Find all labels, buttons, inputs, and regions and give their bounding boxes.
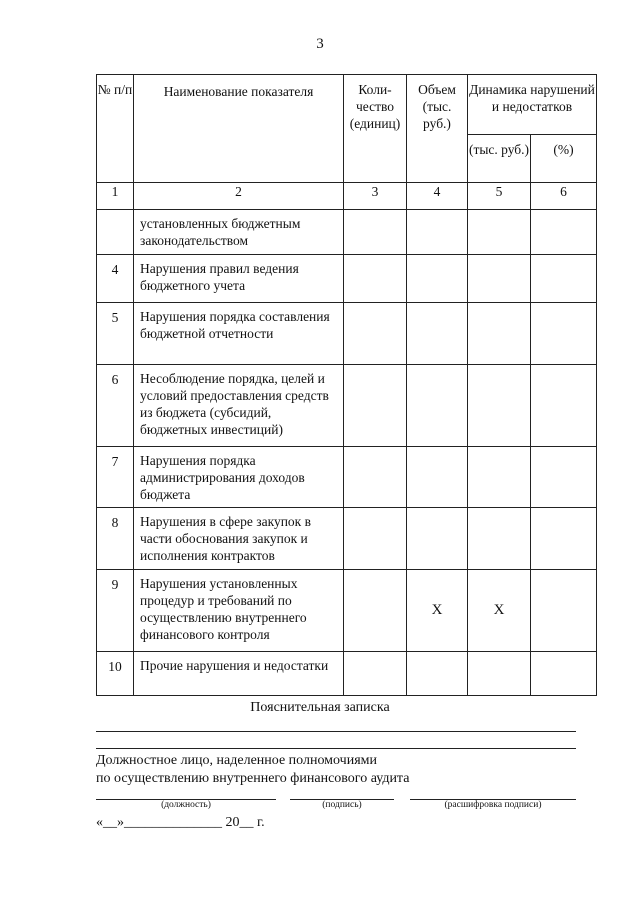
- indicator-name: Нарушения установленных процедур и требований по осуществлению внутреннего финансового контроля: [134, 570, 344, 652]
- row-number: 4: [97, 255, 134, 303]
- dynamics-abs-cell: X: [468, 570, 531, 652]
- header-dynamics: Динамика нарушений и недостатков: [468, 75, 597, 135]
- table-row: [97, 652, 597, 696]
- signature-label: (подпись): [322, 800, 362, 810]
- indicator-name: Нарушения порядка составления бюджетной отчетности: [134, 303, 344, 365]
- table-row: [97, 570, 597, 652]
- dynamics-pct-cell: [531, 652, 597, 696]
- dynamics-abs-cell: [468, 210, 531, 255]
- indicator-name: Прочие нарушения и недостатки: [134, 652, 344, 696]
- quantity-cell: [344, 365, 407, 447]
- table-row: [97, 447, 597, 508]
- table-row: [97, 365, 597, 447]
- quantity-cell: [344, 447, 407, 508]
- row-number: 10: [97, 652, 134, 696]
- official-block: [96, 752, 576, 788]
- header-num: № п/п: [97, 75, 134, 183]
- quantity-cell: [344, 303, 407, 365]
- table-row: [97, 303, 597, 365]
- indicator-name: установленных бюджетным законодательством: [134, 210, 344, 255]
- row-number: 6: [97, 365, 134, 447]
- dynamics-pct-cell: [531, 210, 597, 255]
- indicator-name: Нарушения порядка администрирования доходов бюджета: [134, 447, 344, 508]
- dynamics-pct-cell: [531, 447, 597, 508]
- column-number: 4: [407, 183, 468, 210]
- dynamics-abs-cell: [468, 508, 531, 570]
- table-header-row: [97, 75, 597, 135]
- column-number: 5: [468, 183, 531, 210]
- header-dyn-abs: (тыс. руб.): [468, 135, 531, 183]
- table-body: [97, 210, 597, 696]
- dynamics-abs-cell: [468, 652, 531, 696]
- position-label: (должность): [161, 800, 211, 810]
- quantity-cell: [344, 210, 407, 255]
- indicator-name: Нарушения правил ведения бюджетного учета: [134, 255, 344, 303]
- note-line: [96, 748, 576, 749]
- volume-cell: [407, 365, 468, 447]
- header-volume: Объем (тыс. руб.): [407, 75, 468, 183]
- volume-cell: [407, 303, 468, 365]
- quantity-cell: [344, 652, 407, 696]
- header-name: Наименование показателя: [134, 75, 344, 183]
- page-number: 3: [316, 36, 324, 52]
- dynamics-abs-cell: [468, 365, 531, 447]
- dynamics-pct-cell: [531, 365, 597, 447]
- table-row: [97, 210, 597, 255]
- dynamics-pct-cell: [531, 255, 597, 303]
- violations-table: [96, 74, 597, 696]
- column-number: 6: [531, 183, 597, 210]
- header-dyn-pct: (%): [531, 135, 597, 183]
- decoding-label: (расшифровка подписи): [444, 800, 542, 810]
- volume-cell: [407, 508, 468, 570]
- volume-cell: [407, 210, 468, 255]
- row-number: 5: [97, 303, 134, 365]
- header-qty: Коли-чество (единиц): [344, 75, 407, 183]
- table-row: [97, 508, 597, 570]
- note-line: [96, 731, 576, 732]
- indicator-name: Несоблюдение порядка, целей и условий предоставления средств из бюджета (субсидий, бюджетных инвестиций): [134, 365, 344, 447]
- row-number: 8: [97, 508, 134, 570]
- quantity-cell: [344, 570, 407, 652]
- column-number: 1: [97, 183, 134, 210]
- quantity-cell: [344, 508, 407, 570]
- row-number: 9: [97, 570, 134, 652]
- dynamics-pct-cell: [531, 303, 597, 365]
- row-number: [97, 210, 134, 255]
- indicator-name: Нарушения в сфере закупок в части обоснования закупок и исполнения контрактов: [134, 508, 344, 570]
- dynamics-pct-cell: [531, 570, 597, 652]
- explanatory-note-title: Пояснительная записка: [250, 700, 390, 715]
- column-number: 3: [344, 183, 407, 210]
- volume-cell: [407, 255, 468, 303]
- dynamics-abs-cell: [468, 447, 531, 508]
- volume-cell: [407, 447, 468, 508]
- dynamics-pct-cell: [531, 508, 597, 570]
- official-line-2: по осуществлению внутреннего финансового аудита: [96, 771, 410, 786]
- column-number-row: [97, 183, 597, 210]
- date-line: «__»______________ 20__ г.: [96, 815, 265, 830]
- volume-cell: [407, 652, 468, 696]
- dynamics-abs-cell: [468, 255, 531, 303]
- row-number: 7: [97, 447, 134, 508]
- quantity-cell: [344, 255, 407, 303]
- volume-cell: X: [407, 570, 468, 652]
- table-row: [97, 255, 597, 303]
- official-line-1: Должностное лицо, наделенное полномочиями: [96, 753, 377, 768]
- column-number: 2: [134, 183, 344, 210]
- dynamics-abs-cell: [468, 303, 531, 365]
